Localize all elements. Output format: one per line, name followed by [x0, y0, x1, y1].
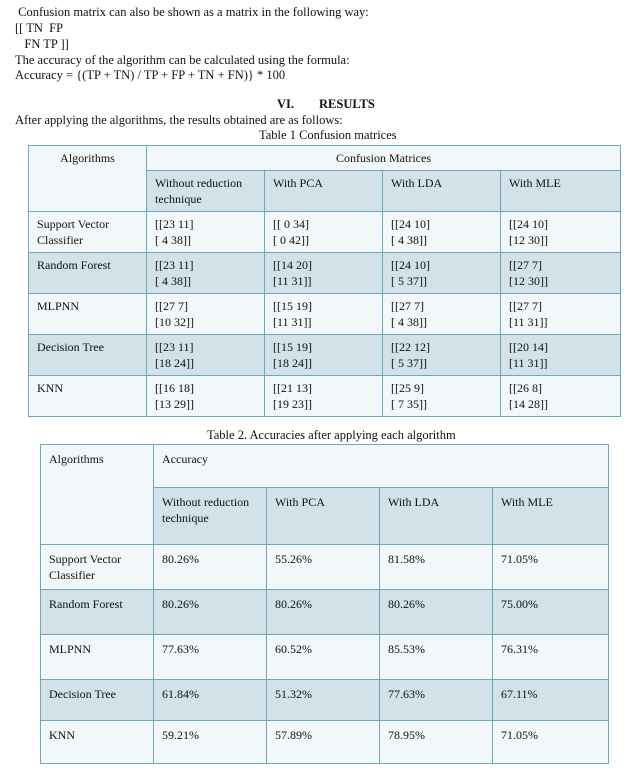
table-row	[41, 590, 609, 635]
table1-cell: [[26 8] [14 28]]	[501, 376, 621, 417]
table2-cell: 59.21%	[154, 721, 267, 764]
table2-col-header: With LDA	[380, 488, 493, 545]
table2-cell: 57.89%	[267, 721, 380, 764]
table2-cell: 75.00%	[493, 590, 609, 635]
accuracies-table	[40, 444, 609, 764]
table-row	[29, 253, 621, 294]
table2-row-name: MLPNN	[41, 635, 154, 680]
table1-cell: [[ 0 34] [ 0 42]]	[265, 212, 383, 253]
table1-col-header: With MLE	[501, 171, 621, 212]
table2-row-name: Support Vector Classifier	[41, 545, 154, 590]
table2-cell: 77.63%	[154, 635, 267, 680]
table1-col-header: With LDA	[383, 171, 501, 212]
table2-header-algorithms: Algorithms	[41, 445, 154, 545]
table2-cell: 60.52%	[267, 635, 380, 680]
table1-row-name: MLPNN	[29, 294, 147, 335]
table2-col-header: With MLE	[493, 488, 609, 545]
intro-line-2: [[ TN FP	[15, 21, 64, 35]
table1-col-header: With PCA	[265, 171, 383, 212]
table-row	[41, 545, 609, 590]
results-text: After applying the algorithms, the results obtained are as follows:	[15, 113, 343, 127]
table2-cell: 61.84%	[154, 680, 267, 721]
table-row	[41, 635, 609, 680]
table1-cell: [[25 9] [ 7 35]]	[383, 376, 501, 417]
table-row	[29, 294, 621, 335]
table1-cell: [[21 13] [19 23]]	[265, 376, 383, 417]
section-title: RESULTS	[319, 97, 375, 111]
table-row	[29, 335, 621, 376]
intro-line-1: Confusion matrix can also be shown as a matrix in the following way:	[15, 5, 369, 19]
table1-cell: [[15 19] [11 31]]	[265, 294, 383, 335]
table1-caption: Table 1 Confusion matrices	[259, 128, 397, 142]
table1-cell: [[23 11] [ 4 38]]	[147, 212, 265, 253]
table1-row-name: Random Forest	[29, 253, 147, 294]
table2-col-header: With PCA	[267, 488, 380, 545]
table1-cell: [[23 11] [18 24]]	[147, 335, 265, 376]
table2-cell: 76.31%	[493, 635, 609, 680]
table1-cell: [[27 7] [11 31]]	[501, 294, 621, 335]
table1-row-name: Decision Tree	[29, 335, 147, 376]
table2-cell: 80.26%	[154, 545, 267, 590]
table1-cell: [[24 10] [12 30]]	[501, 212, 621, 253]
table2-header-group: Accuracy	[154, 445, 609, 488]
table1-cell: [[23 11] [ 4 38]]	[147, 253, 265, 294]
table2-cell: 80.26%	[154, 590, 267, 635]
table2-caption: Table 2. Accuracies after applying each algorithm	[207, 428, 456, 442]
table2-cell: 85.53%	[380, 635, 493, 680]
table1-col-header: Without reduction technique	[147, 171, 265, 212]
table1-cell: [[27 7] [12 30]]	[501, 253, 621, 294]
table2-cell: 71.05%	[493, 545, 609, 590]
table1-row-name: Support Vector Classifier	[29, 212, 147, 253]
table1-cell: [[27 7] [10 32]]	[147, 294, 265, 335]
table2-cell: 80.26%	[267, 590, 380, 635]
intro-formula: Accuracy = {(TP + TN) / TP + FP + TN + FN)} * 100	[15, 68, 286, 82]
table1-cell: [[27 7] [ 4 38]]	[383, 294, 501, 335]
table1-cell: [[24 10] [ 4 38]]	[383, 212, 501, 253]
table2-row-name: KNN	[41, 721, 154, 764]
intro-line-4: The accuracy of the algorithm can be calculated using the formula:	[15, 53, 350, 67]
table1-cell: [[16 18] [13 29]]	[147, 376, 265, 417]
table-row	[41, 721, 609, 764]
table1-cell: [[22 12] [ 5 37]]	[383, 335, 501, 376]
table2-cell: 67.11%	[493, 680, 609, 721]
table2-col-header: Without reduction technique	[154, 488, 267, 545]
table2-row-name: Random Forest	[41, 590, 154, 635]
table2-cell: 51.32%	[267, 680, 380, 721]
table2-cell: 71.05%	[493, 721, 609, 764]
table1-row-name: KNN	[29, 376, 147, 417]
table2-cell: 80.26%	[380, 590, 493, 635]
table-row	[41, 680, 609, 721]
table-row	[29, 212, 621, 253]
table2-row-name: Decision Tree	[41, 680, 154, 721]
table1-cell: [[20 14] [11 31]]	[501, 335, 621, 376]
table2-cell: 55.26%	[267, 545, 380, 590]
intro-line-3: FN TP ]]	[15, 37, 69, 51]
section-number: VI.	[277, 97, 295, 111]
table2-cell: 77.63%	[380, 680, 493, 721]
confusion-matrices-table	[28, 145, 621, 417]
table1-cell: [[24 10] [ 5 37]]	[383, 253, 501, 294]
table1-cell: [[15 19] [18 24]]	[265, 335, 383, 376]
table1-cell: [[14 20] [11 31]]	[265, 253, 383, 294]
table2-cell: 81.58%	[380, 545, 493, 590]
table-row	[29, 376, 621, 417]
table1-header-group: Confusion Matrices	[147, 146, 621, 171]
table1-header-algorithms: Algorithms	[29, 146, 147, 212]
table2-cell: 78.95%	[380, 721, 493, 764]
